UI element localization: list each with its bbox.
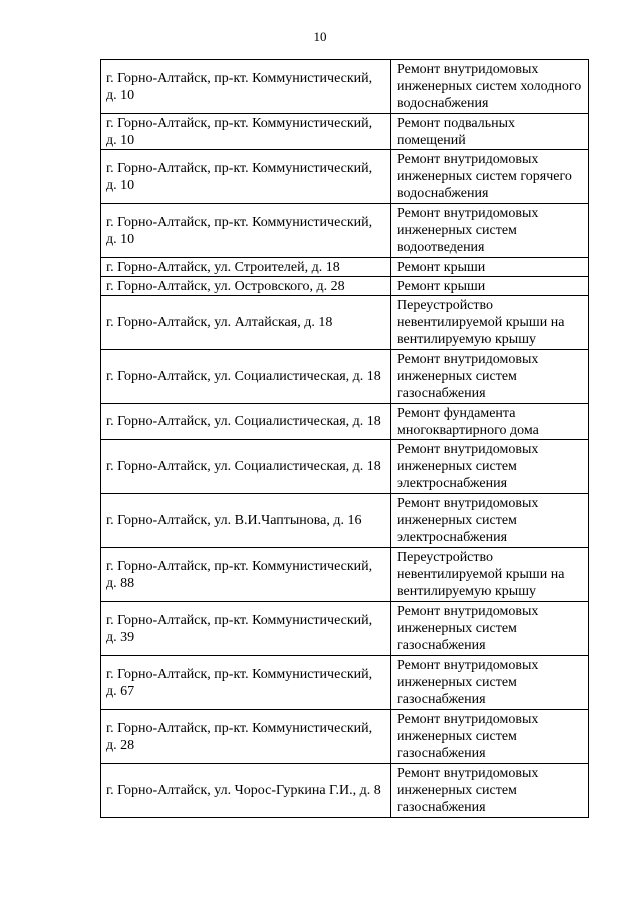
work-type-cell: Ремонт подвальных помещений: [391, 114, 589, 150]
address-cell: г. Горно-Алтайск, пр-кт. Коммунистический, д. 10: [101, 114, 391, 150]
address-cell: г. Горно-Алтайск, пр-кт. Коммунистический, д. 10: [101, 150, 391, 204]
table-row: [101, 296, 589, 350]
work-type-cell: Ремонт крыши: [391, 277, 589, 296]
work-type-cell: Ремонт внутридомовых инженерных систем холодного водоснабжения: [391, 60, 589, 114]
work-type-cell: Переустройство невентилируемой крыши на вентилируемую крышу: [391, 296, 589, 350]
address-cell: г. Горно-Алтайск, ул. Алтайская, д. 18: [101, 296, 391, 350]
table-row: [101, 258, 589, 277]
address-cell: г. Горно-Алтайск, ул. Социалистическая, д. 18: [101, 404, 391, 440]
work-type-cell: Ремонт внутридомовых инженерных систем горячего водоснабжения: [391, 150, 589, 204]
table-row: [101, 350, 589, 404]
address-cell: г. Горно-Алтайск, ул. В.И.Чаптынова, д. 16: [101, 494, 391, 548]
work-type-cell: Ремонт фундамента многоквартирного дома: [391, 404, 589, 440]
table-row: [101, 60, 589, 114]
work-type-cell: Ремонт внутридомовых инженерных систем газоснабжения: [391, 764, 589, 818]
address-cell: г. Горно-Алтайск, ул. Строителей, д. 18: [101, 258, 391, 277]
work-type-cell: Ремонт внутридомовых инженерных систем газоснабжения: [391, 710, 589, 764]
work-type-cell: Ремонт внутридомовых инженерных систем газоснабжения: [391, 656, 589, 710]
address-cell: г. Горно-Алтайск, ул. Чорос-Гуркина Г.И., д. 8: [101, 764, 391, 818]
table-row: [101, 548, 589, 602]
work-type-cell: Ремонт внутридомовых инженерных систем газоснабжения: [391, 602, 589, 656]
repair-works-table: [100, 59, 589, 818]
address-cell: г. Горно-Алтайск, пр-кт. Коммунистический, д. 39: [101, 602, 391, 656]
work-type-cell: Ремонт крыши: [391, 258, 589, 277]
work-type-cell: Переустройство невентилируемой крыши на вентилируемую крышу: [391, 548, 589, 602]
address-cell: г. Горно-Алтайск, пр-кт. Коммунистический, д. 10: [101, 204, 391, 258]
address-cell: г. Горно-Алтайск, пр-кт. Коммунистический, д. 28: [101, 710, 391, 764]
work-type-cell: Ремонт внутридомовых инженерных систем газоснабжения: [391, 350, 589, 404]
table-row: [101, 114, 589, 150]
work-type-cell: Ремонт внутридомовых инженерных систем электроснабжения: [391, 494, 589, 548]
address-cell: г. Горно-Алтайск, ул. Островского, д. 28: [101, 277, 391, 296]
table-row: [101, 440, 589, 494]
work-type-cell: Ремонт внутридомовых инженерных систем электроснабжения: [391, 440, 589, 494]
table-row: [101, 602, 589, 656]
table-row: [101, 494, 589, 548]
address-cell: г. Горно-Алтайск, пр-кт. Коммунистический, д. 88: [101, 548, 391, 602]
work-type-cell: Ремонт внутридомовых инженерных систем водоотведения: [391, 204, 589, 258]
page-number: 10: [313, 29, 327, 44]
table-row: [101, 277, 589, 296]
table-row: [101, 204, 589, 258]
table-row: [101, 764, 589, 818]
table-row: [101, 404, 589, 440]
table-row: [101, 150, 589, 204]
address-cell: г. Горно-Алтайск, пр-кт. Коммунистический, д. 10: [101, 60, 391, 114]
table-row: [101, 710, 589, 764]
table-row: [101, 656, 589, 710]
address-cell: г. Горно-Алтайск, ул. Социалистическая, д. 18: [101, 440, 391, 494]
address-cell: г. Горно-Алтайск, пр-кт. Коммунистический, д. 67: [101, 656, 391, 710]
address-cell: г. Горно-Алтайск, ул. Социалистическая, д. 18: [101, 350, 391, 404]
